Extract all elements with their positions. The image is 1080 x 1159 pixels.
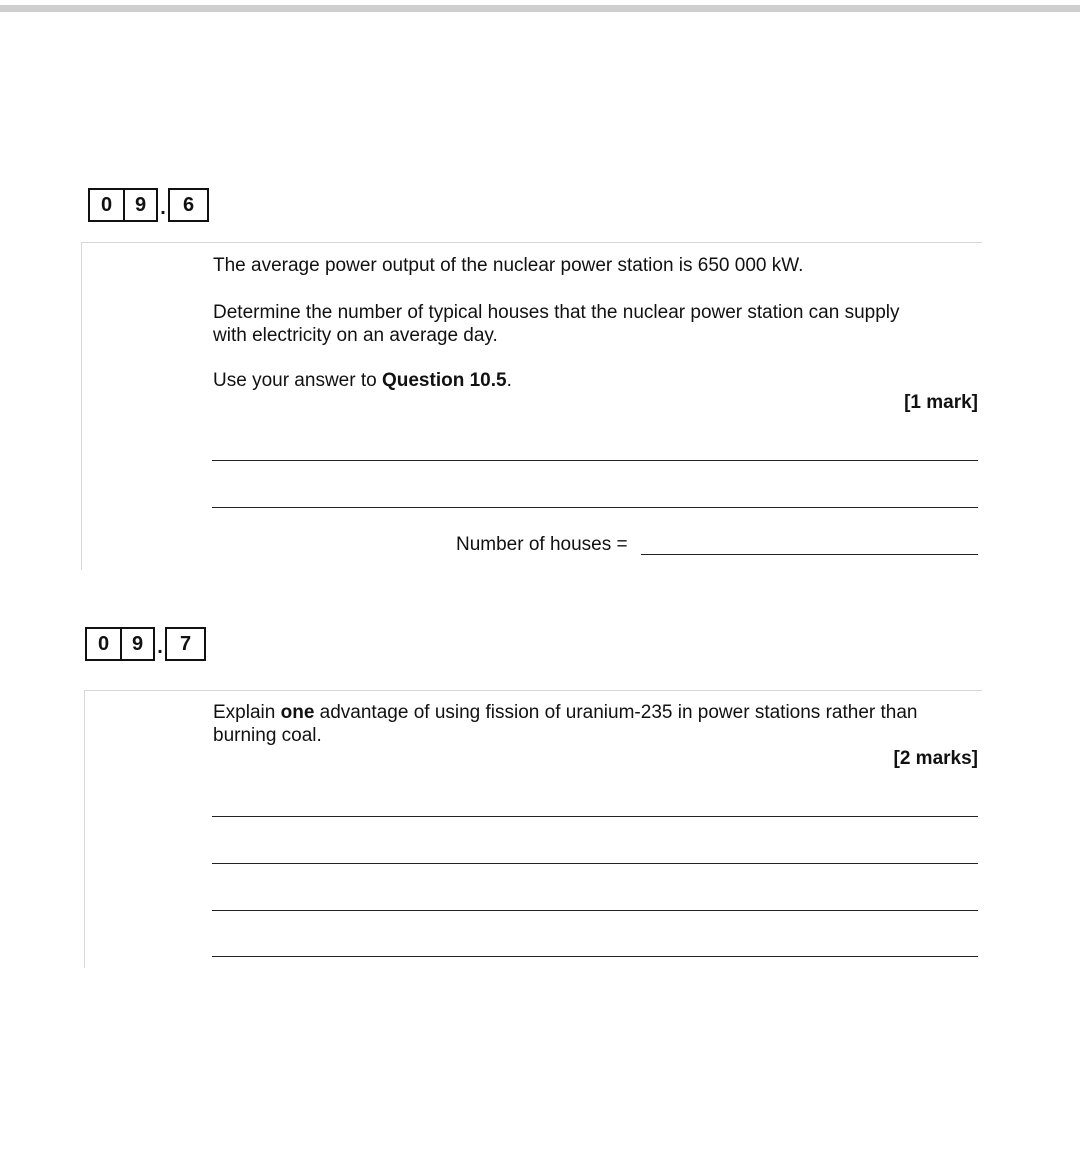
digit-box: 7: [165, 627, 206, 661]
answer-line[interactable]: [212, 863, 978, 864]
top-border: [0, 5, 1080, 12]
digit-box: 6: [168, 188, 209, 222]
question-text-line: [213, 701, 917, 724]
digit-box: 9: [123, 190, 156, 220]
question-frame-left: [81, 242, 82, 570]
answer-label: Number of houses =: [456, 534, 628, 555]
question-instruction: [213, 301, 900, 347]
answer-line[interactable]: [212, 910, 978, 911]
reference-question: Question 10.5: [381, 370, 507, 391]
question-text: The average power output of the nuclear power station is 650 000 kW.: [213, 255, 804, 276]
question-reference: [213, 369, 512, 392]
digit-box: 9: [120, 629, 153, 659]
decimal-point: .: [160, 197, 166, 219]
question-prefix: Explain: [213, 702, 281, 723]
answer-line[interactable]: [212, 956, 978, 957]
question-number-09-7: [85, 626, 206, 662]
question-instruction-line: Determine the number of typical houses that the nuclear power station can supply: [213, 302, 900, 323]
answer-line[interactable]: [212, 460, 978, 461]
answer-line[interactable]: [212, 507, 978, 508]
question-emphasis: one: [280, 702, 315, 723]
question-instruction-line: with electricity on an average day.: [213, 325, 498, 346]
question-text: [213, 701, 917, 747]
reference-prefix: Use your answer to: [213, 370, 382, 391]
question-number-box: [88, 188, 158, 222]
question-frame-top: [85, 690, 982, 691]
digit-box: 0: [97, 632, 110, 655]
reference-suffix: .: [506, 370, 512, 391]
question-frame-left: [84, 690, 85, 968]
digit-box: 0: [100, 193, 113, 216]
question-frame-top: [82, 242, 982, 243]
question-suffix: advantage of using fission of uranium-235 in power stations rather than: [314, 702, 918, 723]
question-number-09-6: [88, 187, 209, 223]
final-answer-line[interactable]: [641, 554, 978, 555]
question-text-line: burning coal.: [213, 725, 322, 746]
marks-label: [1 mark]: [904, 392, 978, 413]
marks-label: [2 marks]: [893, 748, 978, 769]
question-number-box: [85, 627, 155, 661]
answer-line[interactable]: [212, 816, 978, 817]
decimal-point: .: [157, 636, 163, 658]
